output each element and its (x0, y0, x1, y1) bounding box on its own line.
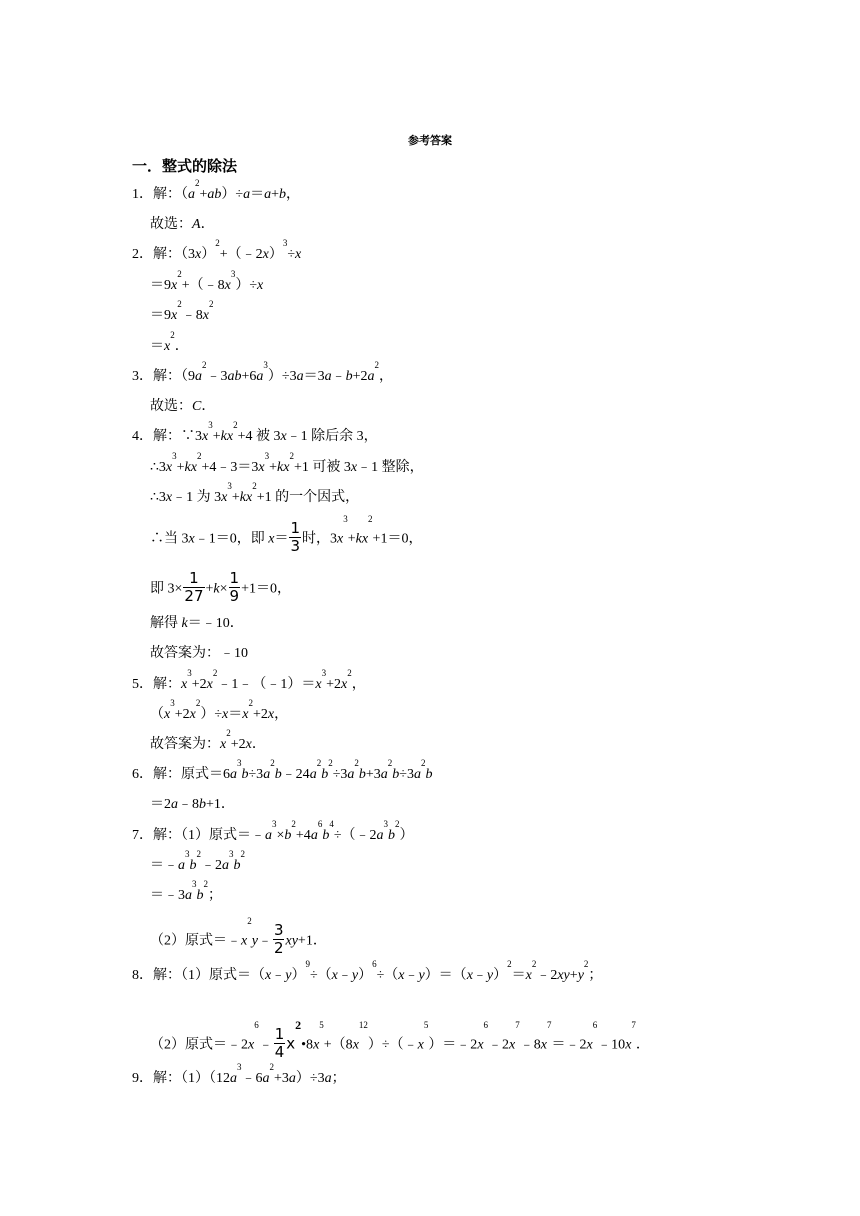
fraction-one-27th: $\frac{1}{27}$ (184, 569, 204, 605)
fraction-one-third: $\frac{1}{3}$ (290, 519, 300, 555)
fraction-three-halves: $\frac{3}{2}$ (273, 921, 284, 957)
fraction-one-ninth: $\frac{1}{9}$ (229, 569, 240, 605)
answer-2-line-2: $=9x^2+(﹣8x^3)\div x$ (150, 269, 264, 293)
answer-1-line-1: 1．解：$(a^2+ab)\div a=a+b$， (132, 178, 300, 202)
answer-2-line-4: $=x^2$． (150, 330, 189, 354)
page-title: 参考答案 (408, 134, 452, 147)
answer-7-line-4: （2）原式$=﹣x^2y﹣$ $\frac{3}{2}$ xy+1． (150, 916, 327, 957)
answer-2-line-1: 2．解：$(3x)^2+(﹣2x)^3\div x$ (132, 238, 302, 262)
section-heading: 一．整式的除法 (132, 157, 238, 175)
answer-2-line-3: $=9x^2﹣8x^2$ (150, 299, 214, 323)
answer-4-line-6: 解得 k＝﹣10． (150, 616, 244, 631)
answer-4-line-1: 4．解：$\because 3x^3+kx^2+4$ 被 3x﹣1 除后余 3， (132, 420, 378, 444)
answer-7-line-1: 7．解：（1）原式$=﹣a^3\times b^2+4a^6b^4\div(﹣2a^3b^2)$ (132, 819, 414, 843)
answer-9-line-1: 9．解：$(1)(12a^3﹣6a^2+3a)\div 3a$； (132, 1062, 346, 1086)
answer-3-line-2: 故选：C． (150, 399, 216, 414)
answer-5-line-3: 故答案为：$x^2+2x$． (150, 728, 266, 752)
answer-5-line-1: 5．解：$x^3+2x^2﹣1﹣(﹣1)=x^3+2x^2$， (132, 668, 366, 692)
answer-5-line-2: $(x^3+2x^2)\div x=x^2+2x$， (150, 698, 289, 722)
answer-7-line-3: $=﹣3a^3b^2$； (150, 879, 222, 903)
answer-7-line-2: $=﹣a^3b^2﹣2a^3b^2$ (150, 849, 245, 873)
answer-4-line-3: ∴3x﹣1 为 $3x^3+kx^2+1$ 的一个因式， (150, 481, 360, 505)
answer-4-line-4: ∴当 3x﹣1＝0，即 x＝ $\frac{1}{3}$ 时，$3x^3+kx^2+1=0$， (150, 514, 423, 555)
answer-6-line-2: ＝2a﹣8b+1． (150, 797, 235, 812)
answer-1-line-2: 故选：A． (150, 217, 215, 232)
answer-8-line-1: 8．解：（1）原式$=(x﹣y)^9\div(x﹣y)^6\div(x﹣y)=(x﹣y)^2=x^2﹣2xy+y^2$； (132, 959, 603, 983)
answer-6-line-1: 6．解：原式$=6a^3b\div 3a^2b﹣24a^2b^2\div 3a^2b+3a^2b\div 3a^2b$ (132, 758, 433, 782)
answer-8-line-2: （2）原式$=﹣2x^6﹣$ $\frac{1}{4}$ $x^2•8x^5+(8x^{12})\div(﹣x^5)=﹣2x^6﹣2x^7﹣8x^7=﹣2x^6﹣10x^7$． (150, 1018, 650, 1061)
answer-4-line-7: 故答案为：﹣10 (150, 646, 248, 661)
fraction-one-quarter: $\frac{1}{4}$ (274, 1025, 285, 1061)
answer-3-line-1: 3．解：$(9a^2﹣3ab+6a^3)\div 3a=3a﹣b+2a^2$， (132, 360, 393, 384)
answer-4-line-2: $\therefore 3x^3+kx^2+4﹣3=3x^3+kx^2+1$ 可被 3x﹣1 整除， (150, 451, 424, 475)
answer-4-line-5: 即 3× $\frac{1}{27}$ +k× $\frac{1}{9}$ +1＝0， (150, 569, 291, 605)
